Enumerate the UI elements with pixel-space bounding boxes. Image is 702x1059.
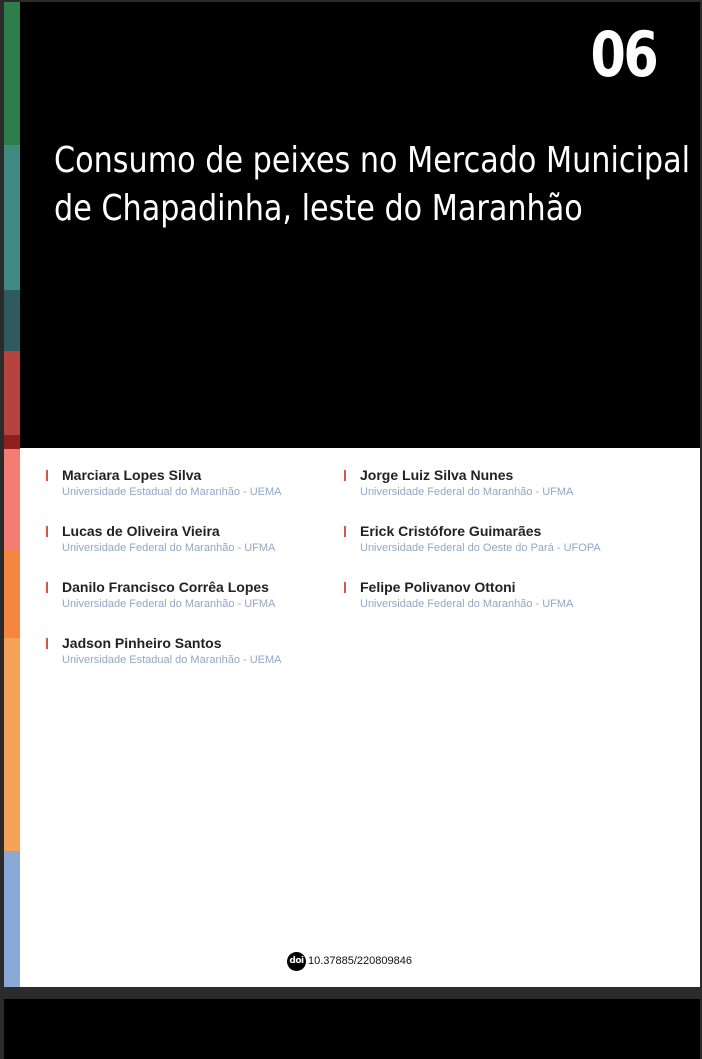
- doi-icon: doi: [287, 952, 306, 971]
- author-marker: [344, 526, 346, 537]
- author-affiliation: Universidade Federal do Oeste do Pará - UFOPA: [360, 542, 601, 554]
- author-marker: [344, 582, 346, 593]
- color-strip-segment: [4, 290, 20, 351]
- author-name: Jadson Pinheiro Santos: [62, 635, 222, 651]
- next-page-preview: [4, 999, 700, 1059]
- chapter-header: [20, 2, 700, 448]
- author-name: Felipe Polivanov Ottoni: [360, 579, 516, 595]
- color-strip-segment: [4, 435, 20, 449]
- chapter-title-line: de Chapadinha, leste do Maranhão: [54, 188, 583, 229]
- color-strip-segment: [4, 2, 20, 145]
- author-marker: [46, 638, 48, 649]
- author-affiliation: Universidade Federal do Maranhão - UFMA: [360, 486, 574, 498]
- color-strip-segment: [4, 145, 20, 290]
- author-name: Marciara Lopes Silva: [62, 467, 202, 483]
- chapter-title-line: Consumo de peixes no Mercado Municipal: [54, 140, 691, 181]
- chapter-title: [54, 137, 691, 233]
- author-marker: [344, 470, 346, 481]
- author-affiliation: Universidade Federal do Maranhão - UFMA: [62, 542, 276, 554]
- author-name: Erick Cristófore Guimarães: [360, 523, 542, 539]
- author-affiliation: Universidade Estadual do Maranhão - UEMA: [62, 486, 282, 498]
- color-strip-segment: [4, 351, 20, 435]
- author-affiliation: Universidade Federal do Maranhão - UFMA: [62, 598, 276, 610]
- doi-line: [287, 952, 412, 970]
- doi-link[interactable]: 10.37885/220809846: [308, 955, 412, 967]
- color-strip-segment: [4, 638, 20, 851]
- author-marker: [46, 470, 48, 481]
- color-strip-segment: [4, 851, 20, 987]
- author-name: Lucas de Oliveira Vieira: [62, 523, 220, 539]
- author-marker: [46, 582, 48, 593]
- color-strip-segment: [4, 449, 20, 550]
- author-affiliation: Universidade Federal do Maranhão - UFMA: [360, 598, 574, 610]
- chapter-number: 06: [590, 18, 656, 91]
- author-marker: [46, 526, 48, 537]
- author-name: Jorge Luiz Silva Nunes: [360, 467, 514, 483]
- author-name: Danilo Francisco Corrêa Lopes: [62, 579, 269, 595]
- chapter-page: [4, 2, 700, 987]
- color-strip-segment: [4, 550, 20, 638]
- author-affiliation: Universidade Estadual do Maranhão - UEMA: [62, 654, 282, 666]
